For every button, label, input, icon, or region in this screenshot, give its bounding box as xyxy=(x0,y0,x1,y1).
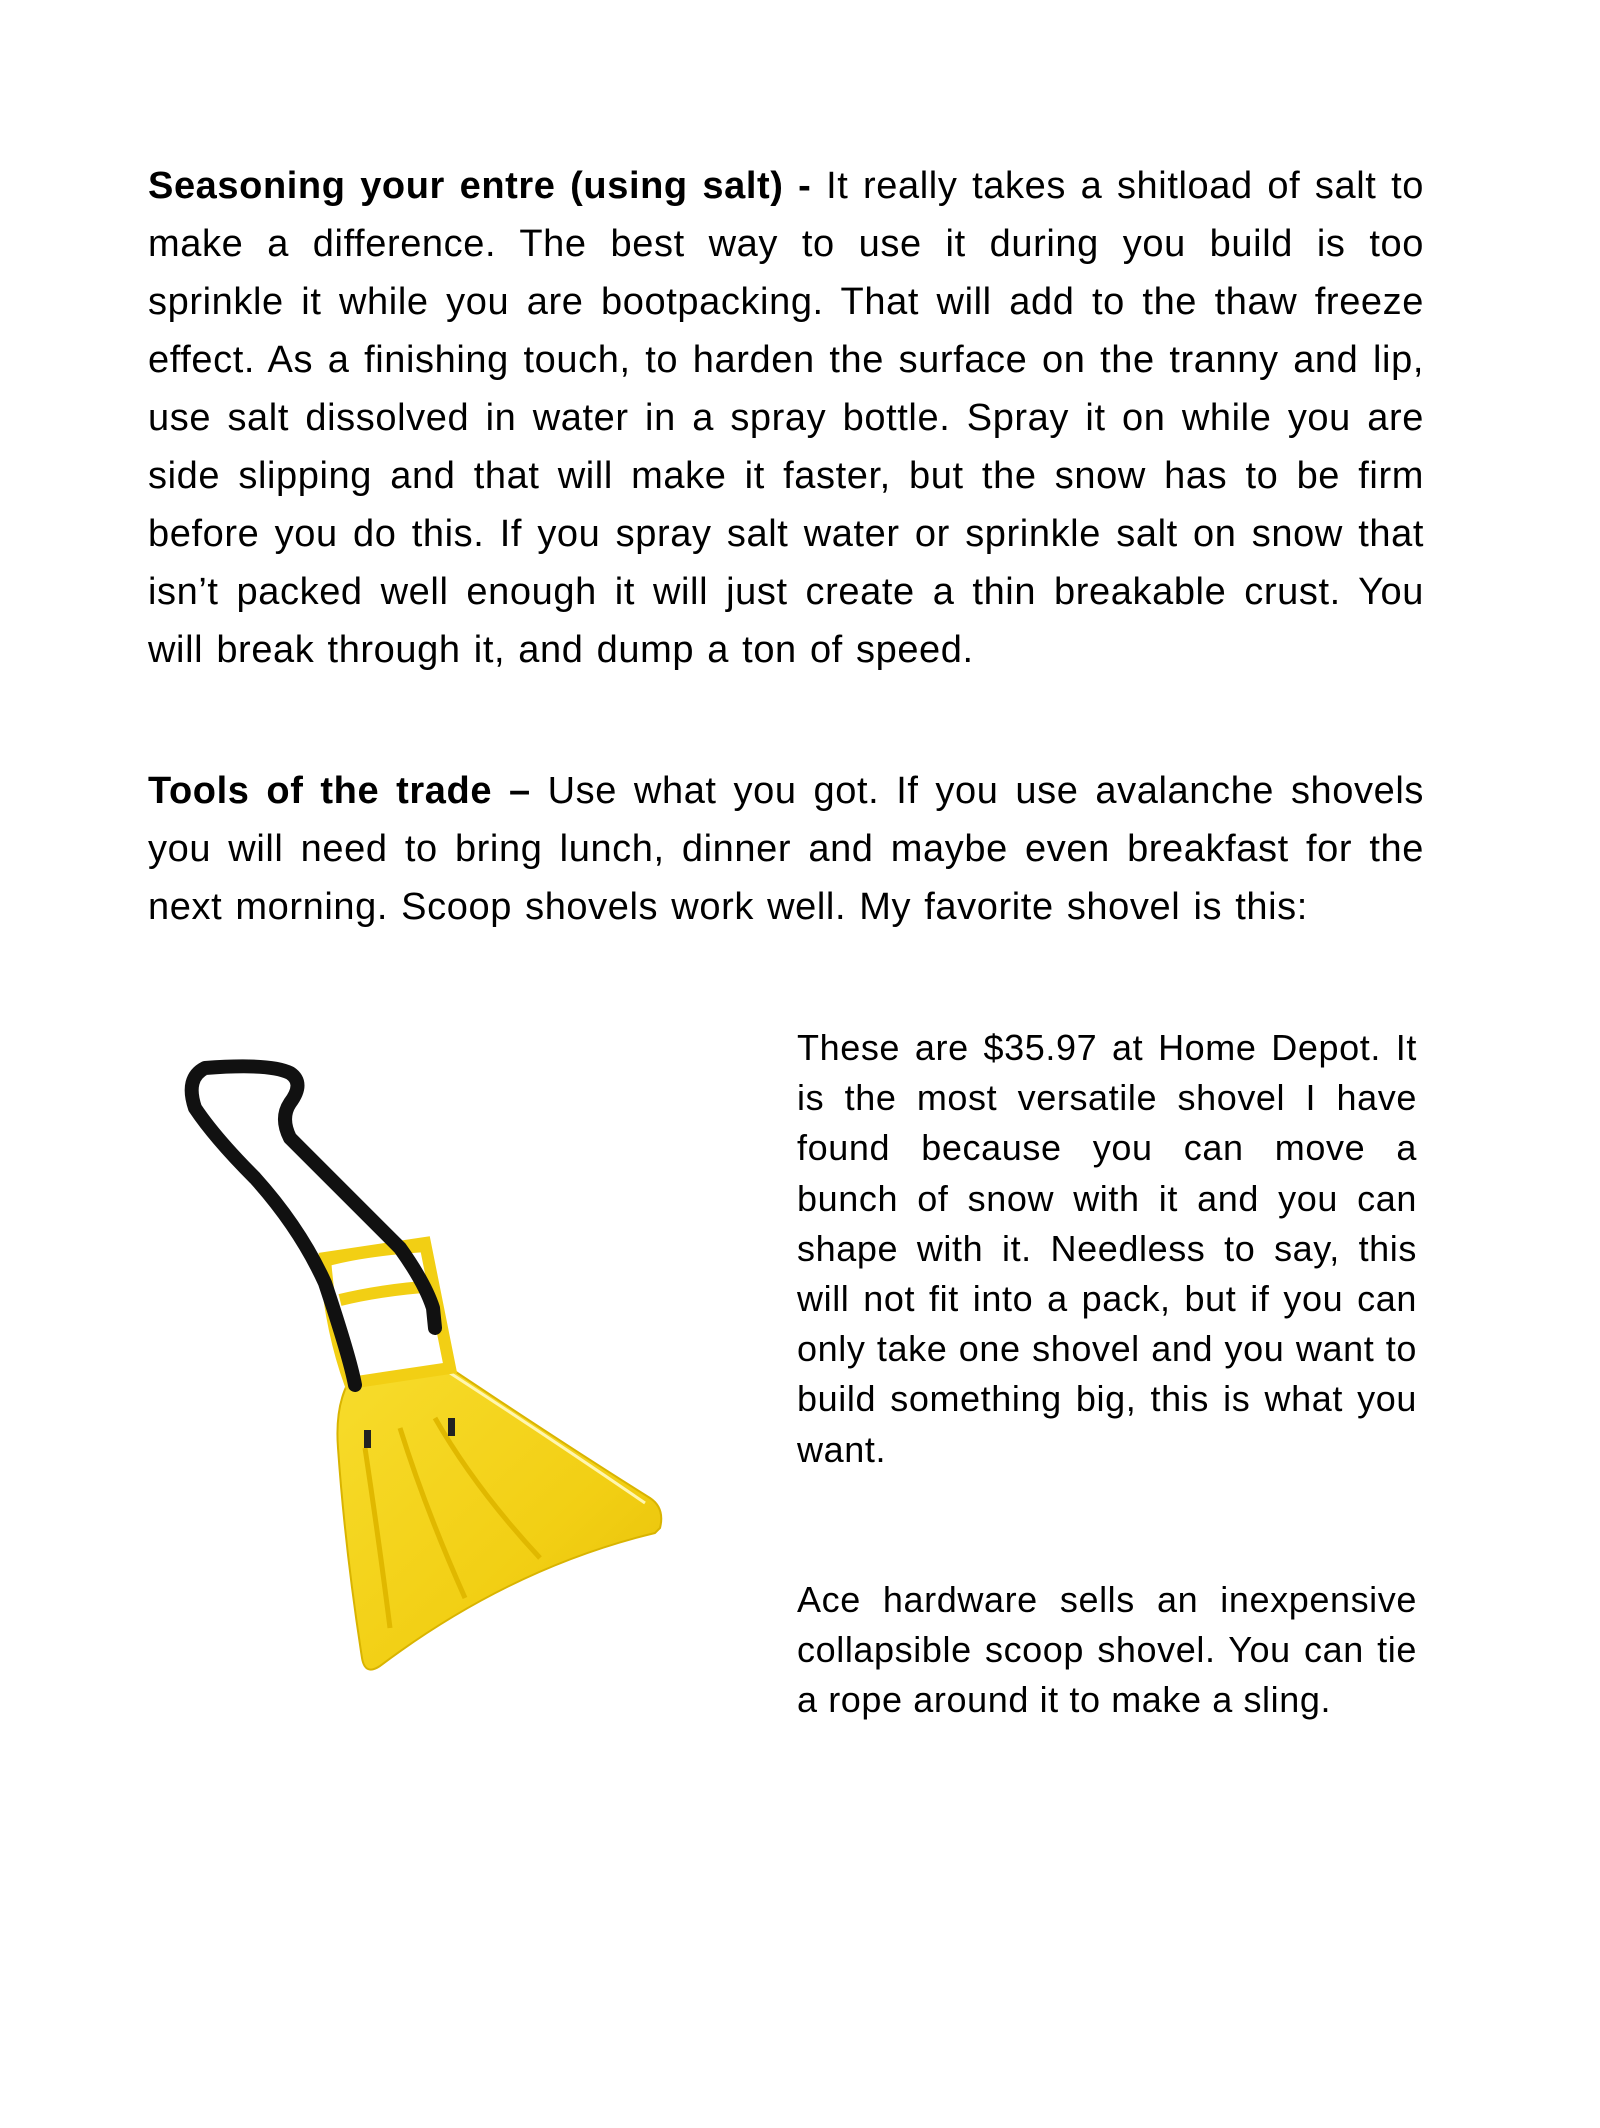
snow-shovel-image xyxy=(150,1028,686,1880)
paragraph-tools xyxy=(148,762,1424,936)
shovel-handle xyxy=(192,1066,435,1385)
body-tools: Use what you got. If you use avalanche shovels you will need to bring lunch, dinner and maybe even breakfast for the next morning. Scoop shovels work well. My favorite shovel is this: xyxy=(148,770,1424,928)
heading-seasoning: Seasoning your entre (using salt) - xyxy=(148,165,827,207)
paragraph-seasoning xyxy=(148,157,1424,679)
heading-tools: Tools of the trade – xyxy=(148,770,548,812)
shovel-blade xyxy=(337,1368,661,1670)
paragraph-ace-hardware: Ace hardware sells an inexpensive collapsible scoop shovel. You can tie a rope around it to make a sling. xyxy=(797,1579,1417,1721)
blade-clip-right xyxy=(448,1418,455,1436)
blade-clip-left xyxy=(364,1430,371,1448)
paragraph-home-depot: These are $35.97 at Home Depot. It is the most versatile shovel I have found because you can move a bunch of snow with it and you can shape with it. Needless to say, this will not fit into a pack, but if you can only take one shovel and you want to build something big, this is what you want. xyxy=(797,1027,1417,1470)
body-seasoning: It really takes a shitload of salt to make a difference. The best way to use it during you build is too sprinkle it while you are bootpacking. That will add to the thaw freeze effect. As a finishing touch, to harden the surface on the tranny and lip, use salt dissolved in water in a spray bottle. Spray it on while you are side slipping and that will make it faster, but the snow has to be firm before you do this. If you spray salt water or sprinkle salt on snow that isn’t packed well enough it will just create a thin breakable crust. You will break through it, and dump a ton of speed. xyxy=(148,165,1424,671)
